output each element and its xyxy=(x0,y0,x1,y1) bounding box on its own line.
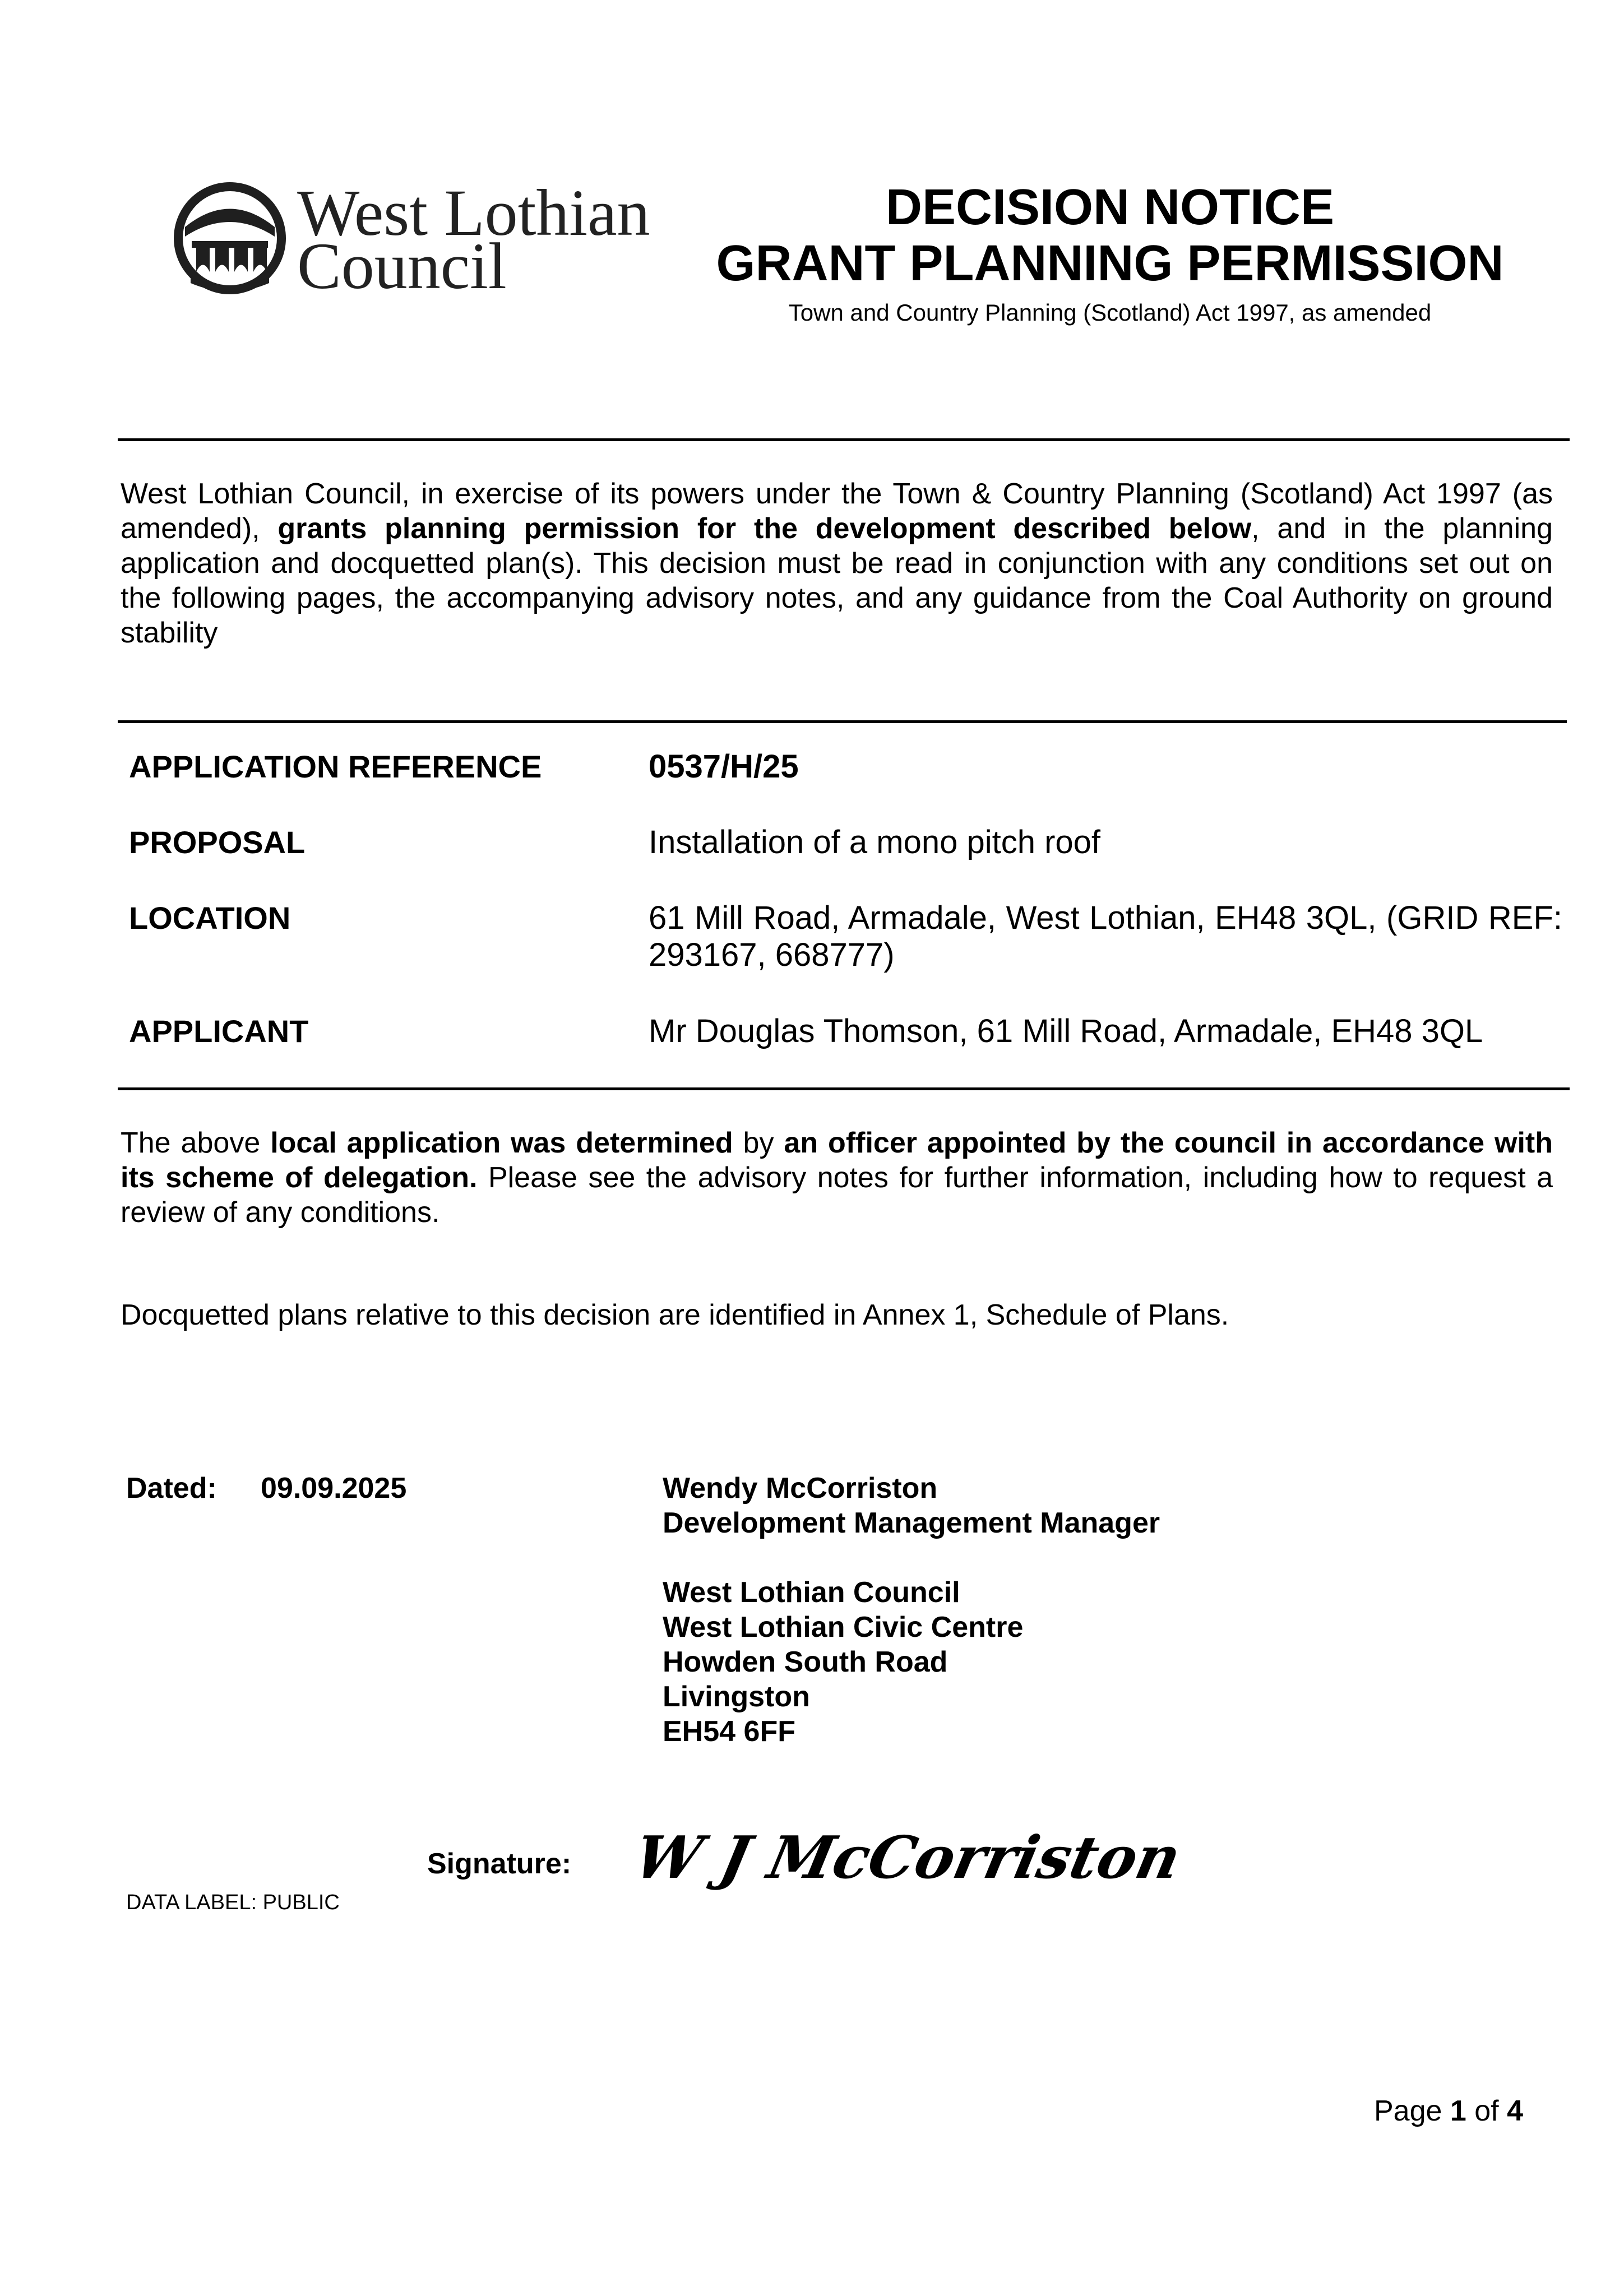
docquetted-plans-note: Docquetted plans relative to this decision are identified in Annex 1, Schedule of Plans. xyxy=(121,1299,1229,1331)
officer-name: Wendy McCorriston xyxy=(663,1472,938,1505)
determination-paragraph xyxy=(121,1126,1553,1230)
divider-bottom xyxy=(118,1087,1570,1090)
page-number xyxy=(1374,2094,1523,2128)
intro-text-b: , and in the planning application and docquetted plan(s). This decision must be read in conjunction with any conditions set out on the following pages, the accompanying advisory notes, and any guidance from the Coal Authority on ground stability xyxy=(121,512,1553,649)
determination-bold-1: local application was determined xyxy=(270,1127,733,1159)
determination-text-2: by xyxy=(733,1127,784,1159)
viaduct-emblem-icon xyxy=(168,174,292,303)
proposal-value: Installation of a mono pitch roof xyxy=(649,824,1101,860)
dated-value: 09.09.2025 xyxy=(261,1472,407,1505)
logo-line-2: Council xyxy=(297,229,507,303)
handwritten-signature xyxy=(628,1816,1187,1906)
page-current: 1 xyxy=(1450,2095,1466,2127)
divider-middle xyxy=(118,720,1567,723)
page-prefix: Page xyxy=(1374,2095,1450,2127)
officer-spacer xyxy=(663,1540,1160,1575)
determination-bold-2: an officer appointed by the council in accordance with its scheme of delegation. xyxy=(121,1127,1553,1194)
intro-text-bold: grants planning permission for the development described below xyxy=(277,512,1252,545)
divider-top xyxy=(118,438,1570,441)
act-reference: Town and Country Planning (Scotland) Act 1997, as amended xyxy=(788,299,1432,326)
reference-value: 0537/H/25 xyxy=(649,748,799,785)
officer-address-1: West Lothian Civic Centre xyxy=(663,1611,1024,1644)
data-label: DATA LABEL: PUBLIC xyxy=(126,1891,340,1914)
officer-block xyxy=(663,1471,1160,1749)
intro-paragraph xyxy=(121,476,1553,650)
intro-text-a: West Lothian Council, in exercise of its powers under the Town & Country Planning (Scotland) Act 1997 (as amended), xyxy=(121,478,1553,545)
applicant-value: Mr Douglas Thomson, 61 Mill Road, Armadale, EH48 3QL xyxy=(649,1013,1483,1049)
location-value: 61 Mill Road, Armadale, West Lothian, EH48 3QL, (GRID REF: 293167, 668777) xyxy=(649,900,1562,973)
officer-address-3: Livingston xyxy=(663,1681,810,1713)
signature-label: Signature: xyxy=(427,1848,572,1880)
dated-label: Dated: xyxy=(126,1472,217,1505)
officer-address-2: Howden South Road xyxy=(663,1646,948,1678)
logo-line-1: West Lothian xyxy=(297,176,650,249)
notice-subtitle: GRANT PLANNING PERMISSION xyxy=(716,235,1504,291)
location-label: LOCATION xyxy=(129,900,291,936)
signature-glyphs: W J McCorriston xyxy=(628,1823,1187,1892)
officer-org: West Lothian Council xyxy=(663,1576,960,1609)
page-mid: of xyxy=(1466,2095,1507,2127)
reference-label: APPLICATION REFERENCE xyxy=(129,749,542,784)
proposal-label: PROPOSAL xyxy=(129,825,306,860)
officer-title: Development Management Manager xyxy=(663,1507,1160,1539)
notice-title: DECISION NOTICE xyxy=(885,179,1335,235)
determination-text-3: Please see the advisory notes for further information, including how to request a review of any conditions. xyxy=(121,1161,1553,1229)
determination-text-1: The above xyxy=(121,1127,271,1159)
applicant-label: APPLICANT xyxy=(129,1013,309,1049)
council-logo xyxy=(168,174,650,303)
officer-postcode: EH54 6FF xyxy=(663,1715,795,1748)
notice-title-block xyxy=(673,179,1547,330)
page-total: 4 xyxy=(1507,2095,1523,2127)
